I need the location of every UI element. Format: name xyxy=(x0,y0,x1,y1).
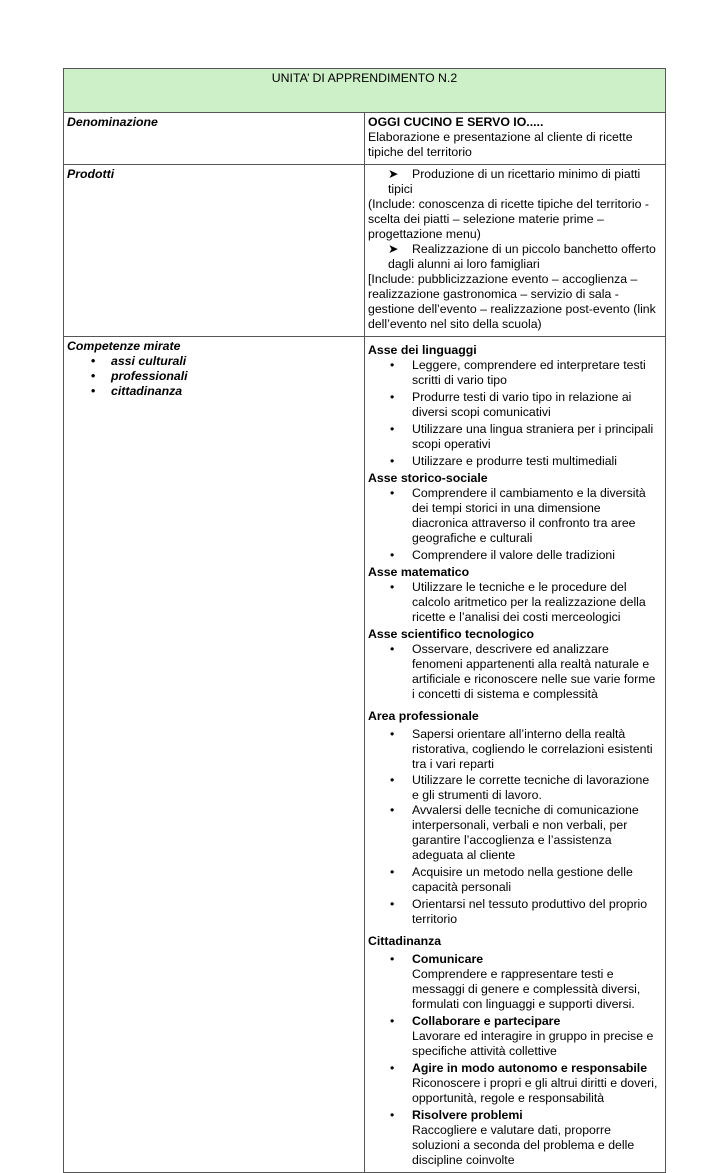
list-item: • Osservare, descrivere ed analizzare fenomeni appartenenti alla realtà naturale e artificiale e riconoscere nelle sue varie forme i concetti di sistema e complessità xyxy=(368,642,659,702)
list-item: • Utilizzare le tecniche e le procedure del calcolo aritmetico per la realizzazione della ricette e l’analisi dei costi merceologici xyxy=(368,580,659,625)
content-cell-prodotti xyxy=(365,165,666,337)
arrow-bullet-icon: ➤ xyxy=(388,167,399,181)
arrow-bullet-icon: ➤ xyxy=(388,242,399,256)
competence-heading: • Comunicare xyxy=(412,952,484,966)
table-header-cell xyxy=(64,69,666,113)
competence-description: Comprendere e rappresentare testi e messaggi di genere e complessità diversi, formulati con linguaggi e supporti diversi. xyxy=(412,967,641,1011)
list-item: • Comprendere il cambiamento e la diversità dei tempi storici in una dimensione diacronica attraverso il confronto tra aree geografiche e culturali xyxy=(368,486,659,546)
list-item: • Leggere, comprendere ed interpretare testi scritti di vario tipo xyxy=(368,358,659,388)
list-item: • Sapersi orientare all’interno della realtà ristorativa, cogliendo le correlazioni esistenti tra i vari reparti xyxy=(368,727,659,772)
competence-list xyxy=(368,580,659,625)
list-item: • Utilizzare e produrre testi multimediali xyxy=(368,454,659,469)
list-item: • Orientarsi nel tessuto produttivo del proprio territorio xyxy=(368,897,659,927)
list-item: • Utilizzare una lingua straniera per i principali scopi operativi xyxy=(368,422,659,452)
section-title: Cittadinanza xyxy=(368,934,442,948)
product-item xyxy=(368,167,659,197)
product-item xyxy=(368,242,659,272)
competence-description: Riconoscere i propri e gli altrui diritti e doveri, opportunità, regole e responsabilità xyxy=(412,1076,658,1105)
list-item: • Comprendere il valore delle tradizioni xyxy=(368,548,659,563)
citizenship-list xyxy=(368,952,659,1168)
project-title: OGGI CUCINO E SERVO IO..... xyxy=(368,115,544,129)
list-item: • cittadinanza xyxy=(67,384,364,399)
list-item: • Utilizzare le corrette tecniche di lavorazione e gli strumenti di lavoro. xyxy=(368,773,659,803)
table-title: UNITA’ DI APPRENDIMENTO N.2 xyxy=(271,71,458,85)
section-title: Asse scientifico tecnologico xyxy=(368,627,535,641)
list-item: • assi culturali xyxy=(67,354,364,369)
section-title: Area professionale xyxy=(368,709,479,723)
section-title: Asse matematico xyxy=(368,565,470,579)
list-item xyxy=(368,952,659,1012)
section-title: Asse storico-sociale xyxy=(368,471,488,485)
label-competenze: Competenze mirate xyxy=(67,339,181,353)
list-item xyxy=(368,1014,659,1059)
product-item-text: Produzione di un ricettario minimo di piatti tipici xyxy=(388,167,641,196)
list-item: • professionali xyxy=(67,369,364,384)
content-cell-denominazione xyxy=(365,113,666,165)
product-item-text: Realizzazione di un piccolo banchetto offerto dagli alunni ai loro famigliari xyxy=(388,242,656,271)
section-title: Asse dei linguaggi xyxy=(368,343,477,357)
label-cell-denominazione xyxy=(64,113,365,165)
uda-table xyxy=(63,68,666,1173)
product-note: [Include: pubblicizzazione evento – accoglienza – realizzazione gastronomica – servizio di sala - gestione dell’evento – realizzazione post-evento (link dell’evento nel sito della scuola) xyxy=(368,272,656,331)
competence-type-list xyxy=(67,354,364,399)
project-description: Elaborazione e presentazione al cliente di ricette tipiche del territorio xyxy=(368,130,633,159)
list-item: • Produrre testi di vario tipo in relazione ai diversi scopi comunicativi xyxy=(368,390,659,420)
competence-list xyxy=(368,642,659,702)
list-item xyxy=(368,1108,659,1168)
list-item: • Acquisire un metodo nella gestione delle capacità personali xyxy=(368,865,659,895)
label-cell-prodotti xyxy=(64,165,365,337)
list-item: • Avvalersi delle tecniche di comunicazione interpersonali, verbali e non verbali, per garantire l’accoglienza e l’assistenza adeguata al cliente xyxy=(368,803,659,863)
label-denominazione: Denominazione xyxy=(67,115,158,129)
competence-list xyxy=(368,358,659,469)
list-item xyxy=(368,1061,659,1106)
competence-heading: • Agire in modo autonomo e responsabile xyxy=(412,1061,648,1075)
competence-heading: • Collaborare e partecipare xyxy=(412,1014,561,1028)
competence-list xyxy=(368,486,659,563)
product-note: (Include: conoscenza di ricette tipiche del territorio - scelta dei piatti – selezione materie prime – progettazione menu) xyxy=(368,197,649,241)
competence-description: Lavorare ed interagire in gruppo in precise e specifiche attività collettive xyxy=(412,1029,654,1058)
label-cell-competenze xyxy=(64,337,365,1173)
competence-description: Raccogliere e valutare dati, proporre soluzioni a seconda del problema e delle discipline coinvolte xyxy=(412,1123,635,1167)
content-cell-competenze xyxy=(365,337,666,1173)
label-prodotti: Prodotti xyxy=(67,167,115,181)
competence-list xyxy=(368,727,659,927)
competence-heading: • Risolvere problemi xyxy=(412,1108,523,1122)
